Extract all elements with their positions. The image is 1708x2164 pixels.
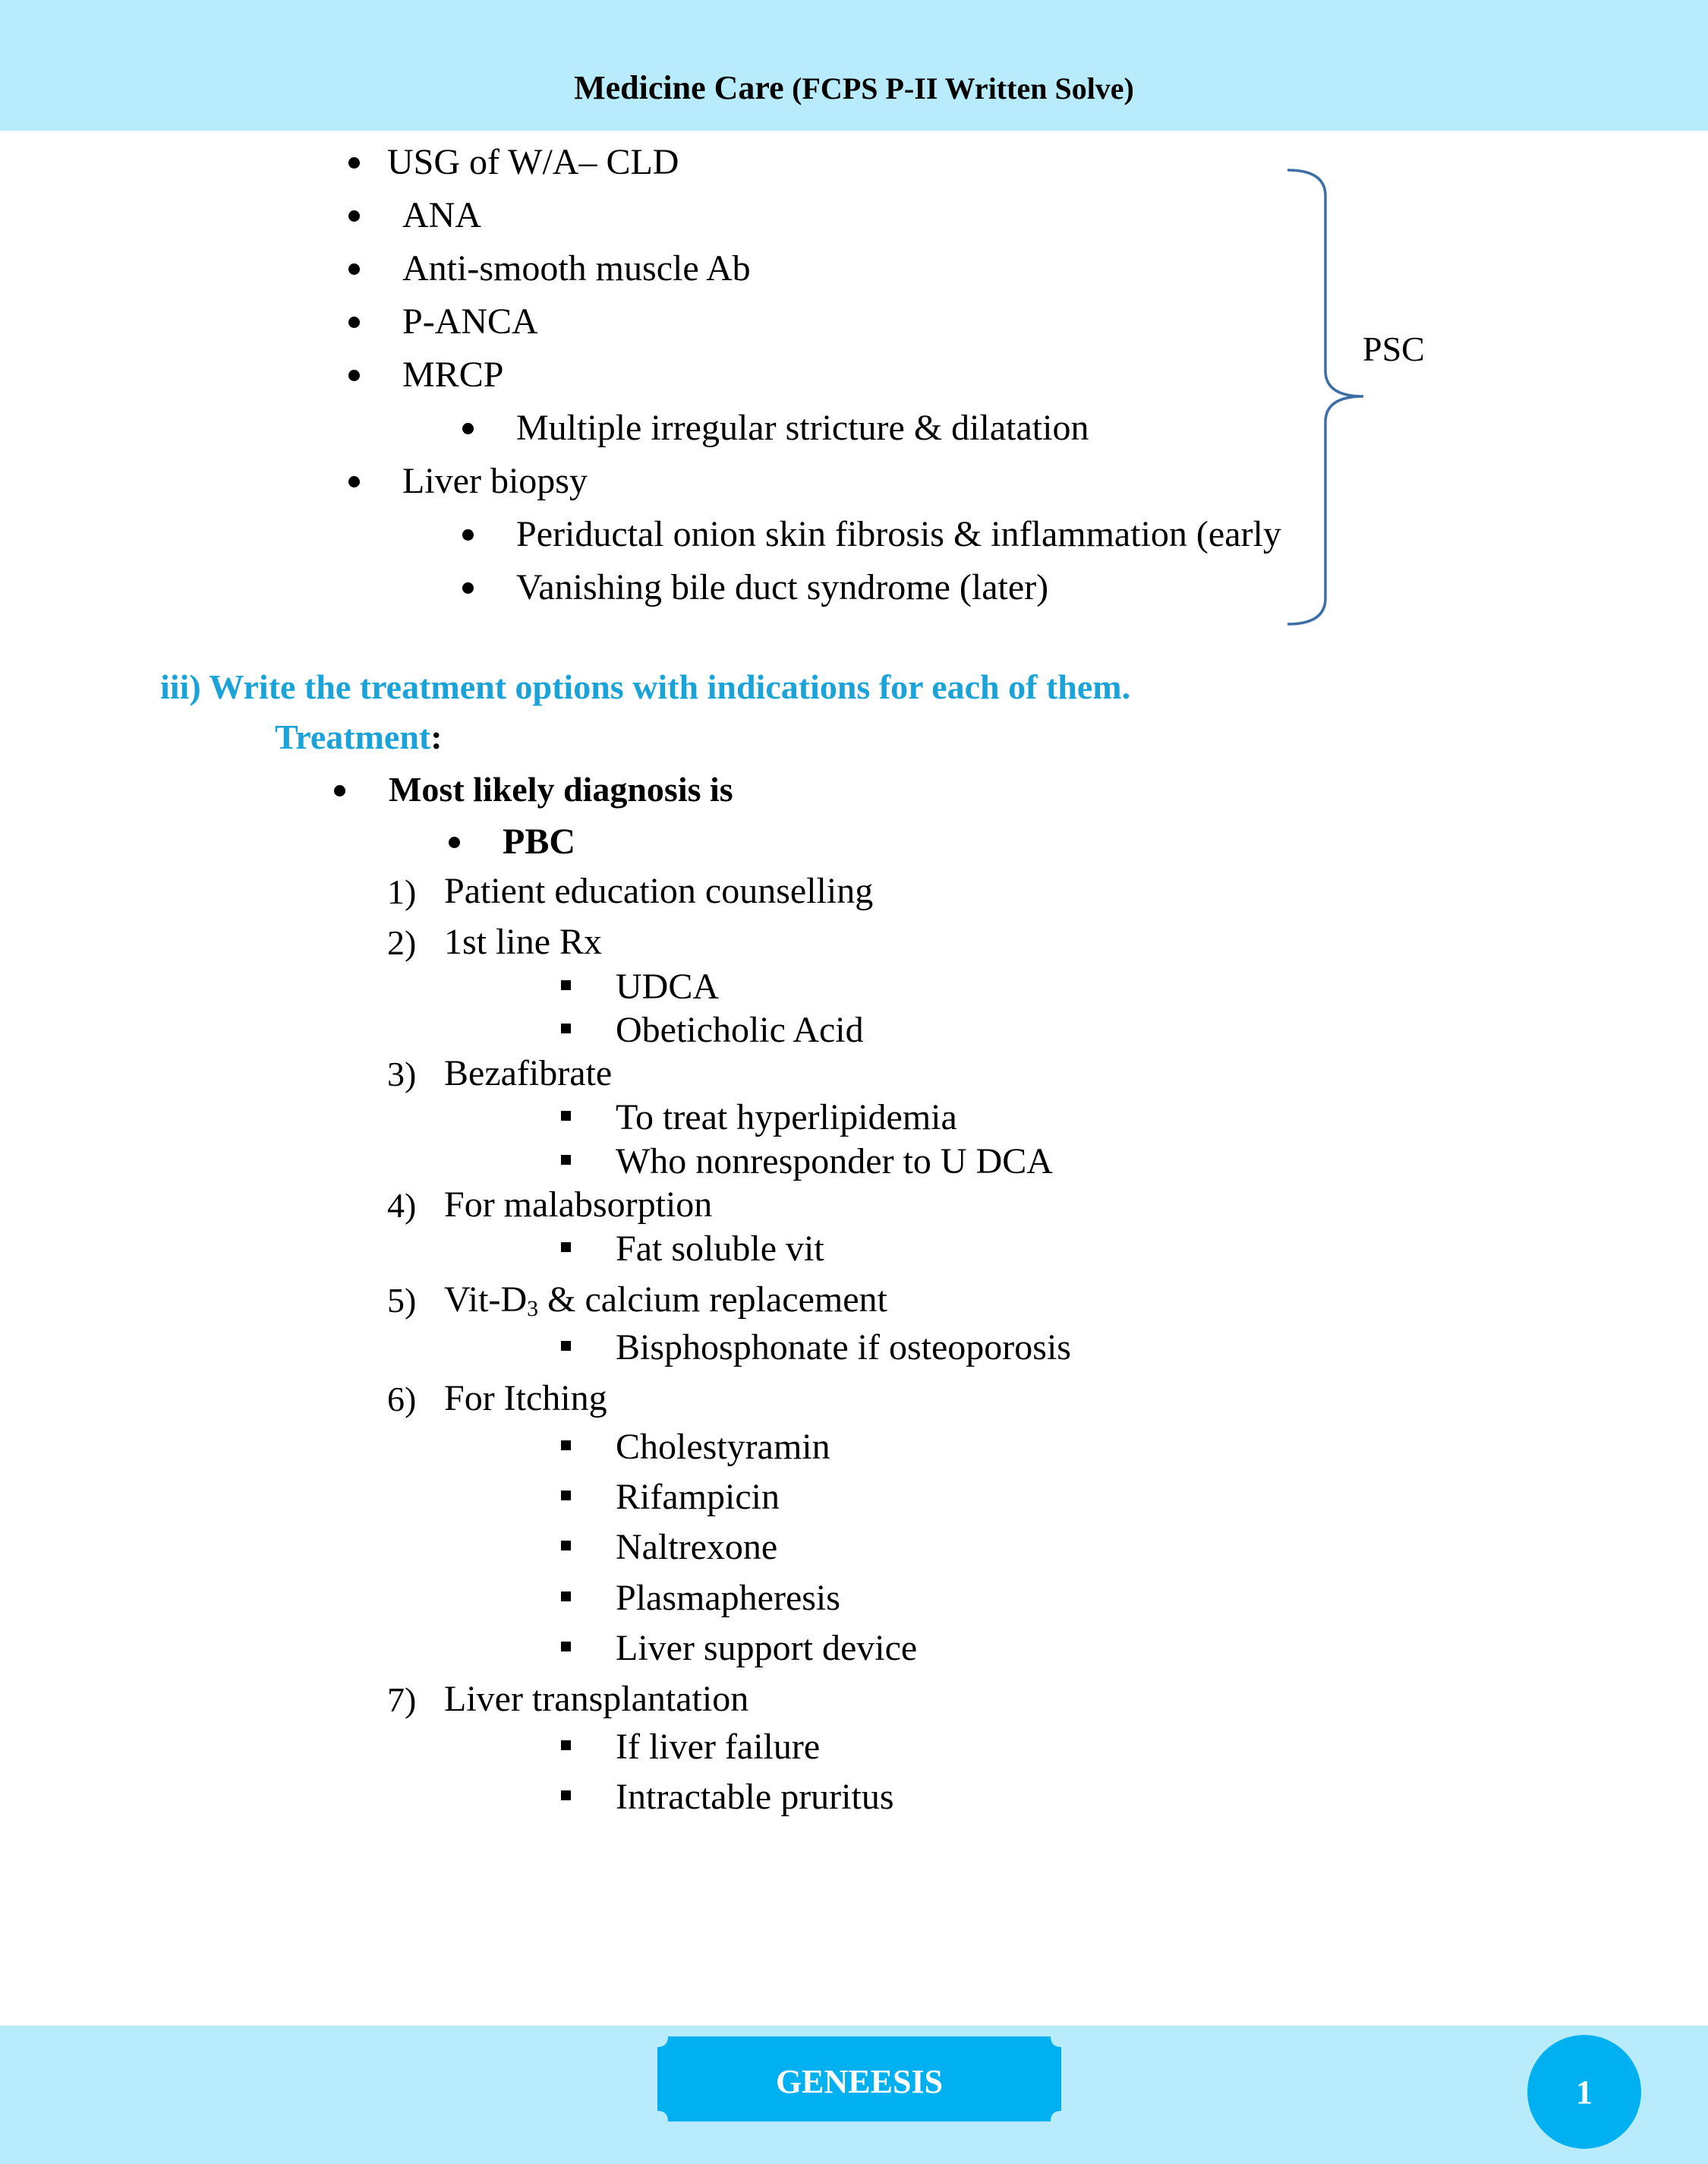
question-heading: iii) Write the treatment options with indications for each of them. [160,667,1131,706]
step-text: Patient education counselling [444,871,874,911]
square-bullet [561,1440,571,1450]
diagnosis-value: PBC [503,822,575,862]
step-number: 6) [387,1380,417,1418]
bullet [462,529,474,541]
sub-item: Obeticholic Acid [616,1010,864,1050]
sub-item: Bisphosphonate if osteoporosis [616,1327,1071,1367]
square-bullet [561,1790,571,1800]
step-text [444,1279,887,1321]
bullet [449,837,460,848]
sub-item: Rifampicin [616,1477,780,1517]
square-bullet [561,1591,571,1601]
list-item: Liver biopsy [402,461,588,501]
square-bullet [561,1341,571,1351]
square-bullet [561,1155,571,1165]
square-bullet [561,1642,571,1651]
list-item: Vanishing bile duct syndrome (later) [516,567,1049,607]
step-text: 1st line Rx [444,922,603,962]
page-header-title [0,68,1708,107]
bullet [462,423,474,434]
step-number: 5) [387,1281,417,1320]
square-bullet [561,1491,571,1500]
list-item: USG of W/A– CLD [387,142,679,182]
treatment-label [275,717,443,757]
step-number: 4) [387,1186,417,1225]
sub-item: Cholestyramin [616,1427,830,1467]
list-item: P-ANCA [402,301,538,342]
step-text: Liver transplantation [444,1679,749,1719]
sub-item: Naltrexone [616,1527,778,1567]
step-number: 3) [387,1055,417,1093]
sub-item: If liver failure [616,1727,821,1767]
step-number: 2) [387,923,417,962]
header-title-sub: (FCPS P-II Written Solve) [792,71,1134,106]
square-bullet [561,1024,571,1033]
curly-brace [1283,166,1374,629]
list-item: MRCP [402,355,504,395]
footer-tab-label: GENEESIS [775,2063,944,2100]
treatment-label-text: Treatment [275,718,431,756]
bullet [462,582,474,594]
bullet [348,370,360,381]
sub-item: Fat soluble vit [616,1229,824,1269]
step-text: For Itching [444,1378,607,1418]
bullet [348,157,360,169]
step-number: 1) [387,872,417,911]
bullet [348,263,360,275]
step-text-pre: Vit-D [444,1279,528,1320]
header-title-main: Medicine Care [574,69,784,106]
brace-label: PSC [1363,330,1425,368]
square-bullet [561,980,571,990]
step-text-subscript: 3 [527,1296,539,1321]
sub-item: Intractable pruritus [616,1777,894,1817]
list-item: Anti-smooth muscle Ab [402,248,751,289]
treatment-colon: : [430,718,443,756]
bullet [348,210,360,222]
header-band [0,0,1708,131]
list-item: Multiple irregular stricture & dilatation [516,408,1089,448]
step-text: Bezafibrate [444,1053,613,1093]
bullet [348,317,360,328]
square-bullet [561,1242,571,1252]
sub-item: Who nonresponder to U DCA [616,1141,1053,1181]
step-text: For malabsorption [444,1185,713,1225]
page-number: 1 [1576,2074,1593,2111]
list-item: Periductal onion skin fibrosis & inflammation (early [516,514,1281,554]
bullet [348,476,360,487]
sub-item: To treat hyperlipidemia [616,1097,957,1137]
sub-item: Liver support device [616,1628,918,1668]
step-number: 7) [387,1680,417,1719]
bullet [334,785,345,797]
list-item: ANA [402,195,481,235]
diagnosis-intro: Most likely diagnosis is [389,770,733,809]
square-bullet [561,1111,571,1121]
sub-item: UDCA [616,967,720,1007]
square-bullet [561,1541,571,1550]
square-bullet [561,1740,571,1750]
step-text-post: & calcium replacement [538,1279,887,1320]
sub-item: Plasmapheresis [616,1578,840,1618]
